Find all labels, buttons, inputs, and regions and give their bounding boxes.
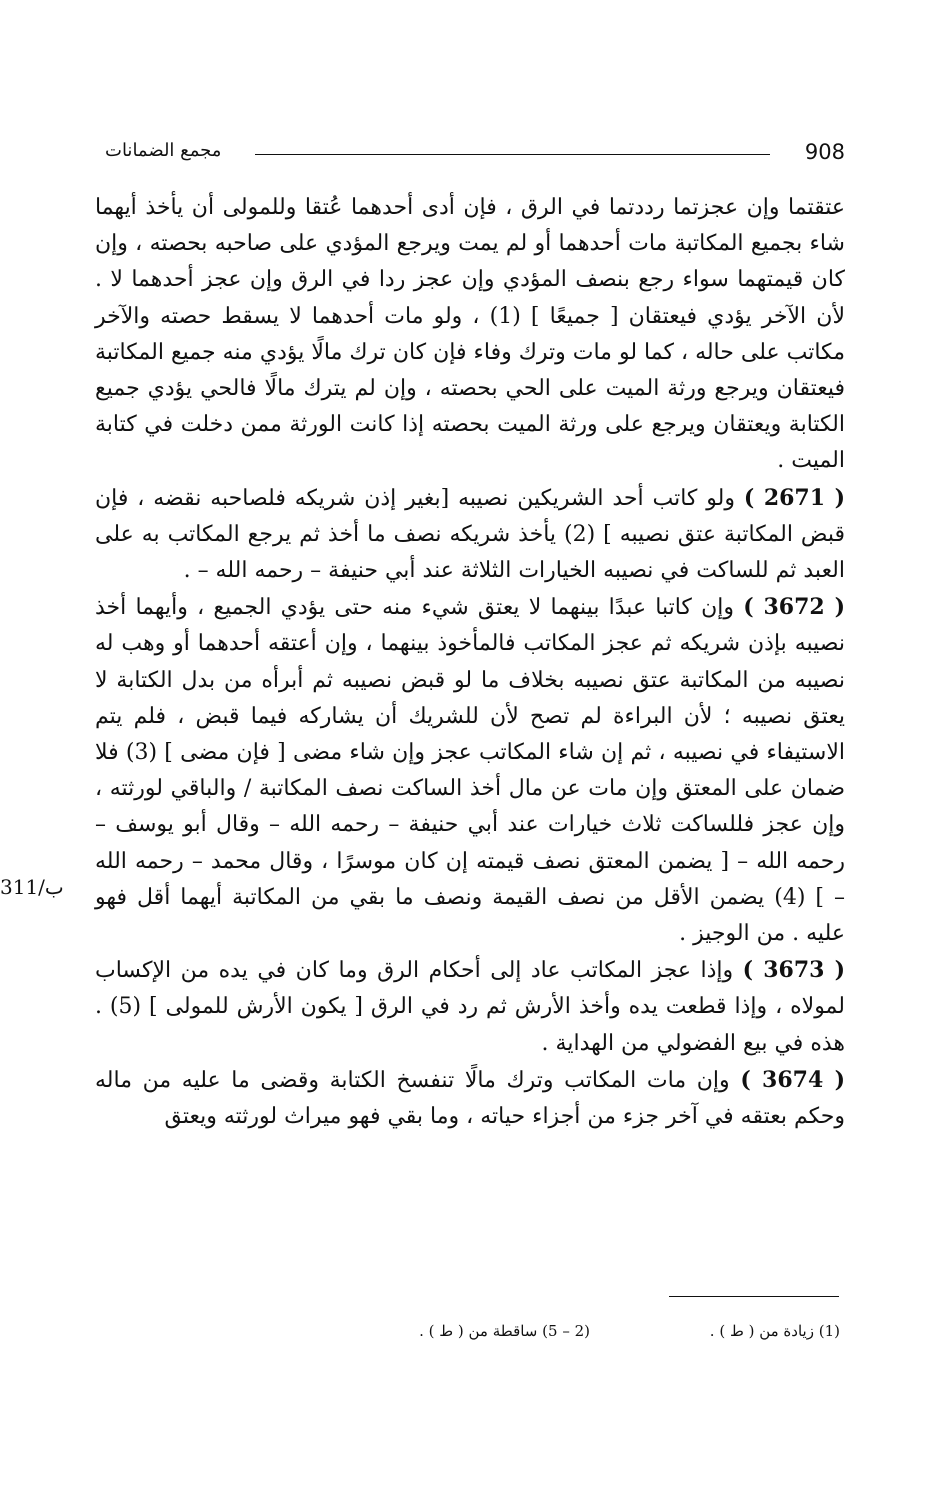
paragraph <box>95 190 845 480</box>
page-header <box>105 140 845 174</box>
header-rule <box>255 154 770 155</box>
paragraph-number: ( 2671 ) <box>743 484 845 511</box>
footnote-2: (2 – 5) ساقطة من ( ط ) . <box>419 1322 590 1340</box>
paragraph-text: وإن مات المكاتب وترك مالًا تنفسخ الكتابة وقضى ما عليه من ماله وحكم بعتقه في آخر جزء من أجزاء حياته ، وما بقي فهو ميراث لورثته ويعتق <box>95 1067 845 1130</box>
running-title: مجمع الضمانات <box>105 140 222 161</box>
paragraph <box>95 480 845 590</box>
body-text <box>95 190 845 1135</box>
paragraph-number: ( 3673 ) <box>742 957 845 984</box>
paragraph <box>95 952 845 1062</box>
paragraph-text: ولو كاتب أحد الشريكين نصيبه [بغير إذن شريكه فلصاحبه نقضه ، فإن قبض المكاتبة عتق نصيبه ] (2) يأخذ شريكه نصف ما أخذ ثم يرجع المكاتب به على العبد ثم للساكت في نصيبه الخيارات الثلاثة عند أبي حنيفة – رحمه الله – . <box>95 485 845 584</box>
paragraph-number: ( 3674 ) <box>740 1066 845 1093</box>
paragraph-number: ( 3672 ) <box>743 594 845 621</box>
page-number: 908 <box>804 140 845 164</box>
footnote-rule <box>669 1296 839 1297</box>
paragraph <box>95 589 845 952</box>
paragraph-text: وإذا عجز المكاتب عاد إلى أحكام الرق وما كان في يده من الإكساب لمولاه ، وإذا قطعت يده وأخذ الأرش ثم رد في الرق [ يكون الأرش للمولى ] (5) . هذه في بيع الفضولي من الهداية . <box>95 958 845 1056</box>
footnote-1: (1) زيادة من ( ط ) . <box>709 1322 840 1340</box>
paragraph-text: عتقتما وإن عجزتما رددتما في الرق ، فإن أدى أحدهما عُتقا وللمولى أن يأخذ أيهما شاء بجميع المكاتبة مات أحدهما أو لم يمت ويرجع المؤدي على صاحبه بحصته ، وإن كان قيمتهما سواء رجع بنصف المؤدي وإن عجز ردا في الرق وإن عجز أحدهما لا . لأن الآخر يؤدي فيعتقان [ جميعًا ] (1) ، ولو مات أحدهما لا يسقط حصته والآخر مكاتب على حاله ، كما لو مات وترك وفاء فإن كان ترك مالًا يؤدي منه جميع المكاتبة فيعتقان ويرجع ورثة الميت على الحي بحصته ، وإن لم يترك مالًا فالحي يؤدي جميع الكتابة ويعتقان ويرجع على ورثة الميت بحصته إذا كانت الورثة ممن دخلت في كتابة الميت . <box>95 195 845 474</box>
margin-note: 311/ب <box>0 875 64 899</box>
paragraph <box>95 1062 845 1135</box>
paragraph-text: وإن كاتبا عبدًا بينهما لا يعتق شيء منه حتى يؤدي الجميع ، وأيهما أخذ نصيبه بإذن شريكه ثم عجز المكاتب فالمأخوذ بينهما ، وإن أعتقه أحدهما أو وهب له نصيبه من المكاتبة عتق نصيبه بخلاف ما لو قبض نصيبه ثم أبرأه من بدل الكتابة لا يعتق نصيبه ؛ لأن البراءة لم تصح لأن للشريك أن يشاركه فيما قبض ، فلم يتم الاستيفاء في نصيبه ، ثم إن شاء المكاتب عجز وإن شاء مضى [ فإن مضى ] (3) فلا ضمان على المعتق وإن مات عن مال أخذ الساكت نصف المكاتبة / والباقي لورثته ، وإن عجز فللساكت ثلاث خيارات عند أبي حنيفة – رحمه الله – وقال أبو يوسف – رحمه الله – [ يضمن المعتق نصف قيمته إن كان موسرًا ، وقال محمد – رحمه الله – ] (4) يضمن الأقل من نصف القيمة ونصف ما بقي من المكاتبة أيهما أقل فهو عليه . من الوجيز . <box>95 595 845 947</box>
